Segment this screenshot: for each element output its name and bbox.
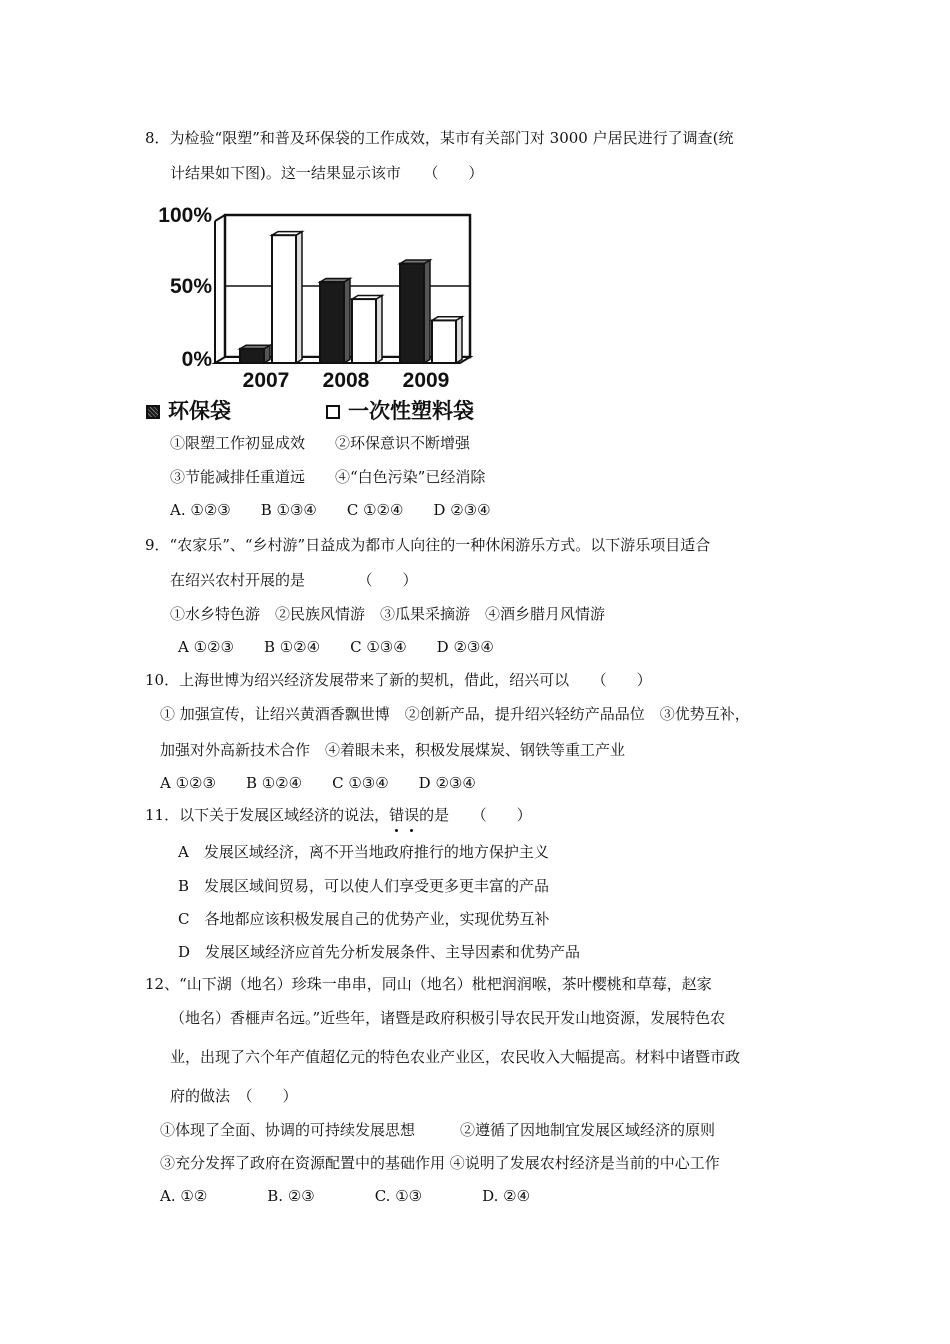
- bar-plastic-bag: [352, 296, 382, 364]
- legend-swatch-filled-icon: [146, 405, 160, 419]
- x-category-label: 2009: [402, 369, 450, 392]
- q9-stem-line1: 9．“农家乐”、“乡村游”日益成为都市人向往的一种休闲游乐方式。以下游乐项目适合: [145, 536, 711, 554]
- legend-item-plastic-bag: [326, 398, 474, 424]
- bar-plastic-bag: [272, 232, 302, 363]
- q12-stem-line1: 12、“山下湖（地名）珍珠一串串，同山（地名）枇杷润润喉，茶叶樱桃和草莓，赵家: [145, 975, 712, 993]
- q8-stem-line1: 8．为检验“限塑”和普及环保袋的工作成效，某市有关部门对 3000 户居民进行了调查(统: [145, 129, 734, 147]
- q11-stem-end: 的是 （ ）: [419, 806, 532, 824]
- bar-eco-bag: [400, 260, 430, 363]
- bar-eco-bag: [240, 345, 270, 363]
- q11-option-d: D 发展区域经济应首先分析发展条件、主导因素和优势产品: [178, 943, 581, 961]
- q11-stem-start: 11．以下关于发展区域经济的说法，: [145, 806, 390, 824]
- q10-stem: 10．上海世博为绍兴经济发展带来了新的契机，借此，绍兴可以 （ ）: [145, 671, 652, 689]
- bar-front: [320, 282, 344, 363]
- q12-stem-line2: （地名）香榧声名远。”近些年，诸暨是政府积极引导农民开发山地资源，发展特色农: [170, 1009, 726, 1027]
- bar-front: [240, 349, 264, 363]
- bar-front: [352, 299, 376, 363]
- q11-stem: [145, 805, 532, 825]
- q9-options-1: ①水乡特色游 ②民族风情游 ③瓜果采摘游 ④酒乡腊月风情游: [170, 605, 606, 623]
- q8-options-1: ①限塑工作初显成效 ②环保意识不断增强: [170, 434, 471, 452]
- q12-stem-line4: 府的做法 （ ）: [170, 1087, 298, 1105]
- bar-front: [432, 320, 456, 363]
- q12-stem-line3: 业，出现了六个年产值超亿元的特色农业产业区，农民收入大幅提高。材料中诸暨市政: [170, 1048, 741, 1066]
- bar-plastic-bag: [432, 317, 462, 363]
- legend-label: 环保袋: [168, 399, 231, 423]
- q9-stem-line2: 在绍兴农村开展的是 （ ）: [170, 571, 418, 589]
- chart-side-edge: [215, 215, 225, 221]
- q9-choices: A ①②③ B ①②④ C ①③④ D ②③④: [178, 638, 494, 656]
- q8-bar-chart: [140, 205, 500, 395]
- q11-option-a: A 发展区域经济，离不开当地政府推行的地方保护主义: [178, 843, 549, 861]
- y-tick-label: 100%: [158, 205, 212, 227]
- x-category-label: 2008: [322, 369, 370, 392]
- legend-item-eco-bag: [146, 398, 231, 424]
- bar-front: [272, 235, 296, 363]
- q12-options-2: ③充分发挥了政府在资源配置中的基础作用 ④说明了发展农村经济是当前的中心工作: [160, 1154, 720, 1172]
- q12-choices: A. ①② B. ②③ C. ①③ D. ②④: [160, 1187, 531, 1205]
- q8-choices: A. ①②③ B ①③④ C ①②④ D ②③④: [170, 501, 491, 519]
- q10-options-2: 加强对外高新技术合作 ④着眼未来，积极发展煤炭、钢铁等重工产业: [160, 741, 626, 759]
- bar-front: [400, 264, 424, 363]
- y-tick-label: 50%: [169, 275, 212, 298]
- q11-option-b: B 发展区域间贸易，可以使人们享受更多更丰富的产品: [178, 877, 550, 895]
- q11-option-c: C 各地都应该积极发展自己的优势产业，实现优势互补: [178, 910, 550, 928]
- q11-emphasis-char-1: 错: [389, 806, 405, 824]
- q10-choices: A ①②③ B ①②④ C ①③④ D ②③④: [160, 774, 476, 792]
- q11-emphasis-char-2: 误: [404, 806, 420, 824]
- y-tick-label: 0%: [181, 348, 212, 371]
- bar-eco-bag: [320, 278, 350, 363]
- q8-stem-line2: 计结果如下图)。这一结果显示该市 （ ）: [170, 164, 484, 182]
- legend-label: 一次性塑料袋: [348, 399, 474, 423]
- legend-swatch-empty-icon: [326, 405, 340, 419]
- q8-options-2: ③节能减排任重道远 ④“白色污染”已经消除: [170, 468, 486, 486]
- q10-options-1: ① 加强宣传，让绍兴黄酒香飘世博 ②创新产品，提升绍兴轻纺产品品位 ③优势互补，: [160, 705, 750, 723]
- x-category-label: 2007: [242, 369, 290, 392]
- q12-options-1: ①体现了全面、协调的可持续发展思想 ②遵循了因地制宜发展区域经济的原则: [160, 1121, 716, 1139]
